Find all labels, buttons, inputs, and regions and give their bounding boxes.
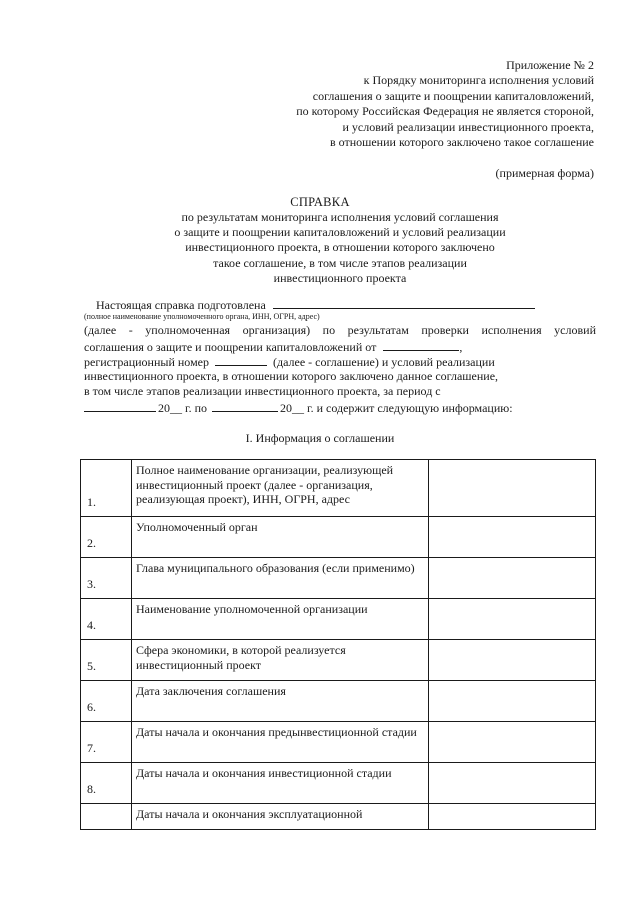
intro-text: (далее - соглашение) и условий реализации bbox=[273, 354, 495, 369]
registration-number-blank bbox=[215, 354, 267, 366]
row-label: Даты начала и окончания эксплуатационной bbox=[132, 804, 429, 830]
row-label: Сфера экономики, в которой реализуется инвестиционный проект bbox=[132, 640, 429, 681]
authority-hint: (полное наименование уполномоченного органа, ИНН, ОГРН, адрес) bbox=[84, 312, 320, 322]
row-label: Глава муниципального образования (если применимо) bbox=[132, 558, 429, 599]
intro-line-5: инвестиционного проекта, в отношении которого заключено данное соглашение, bbox=[84, 369, 499, 384]
appendix-header bbox=[194, 58, 594, 150]
row-label: Даты начала и окончания предынвестиционной стадии bbox=[132, 722, 429, 763]
table-row bbox=[81, 460, 596, 517]
row-value bbox=[429, 804, 596, 830]
row-label: Даты начала и окончания инвестиционной стадии bbox=[132, 763, 429, 804]
row-number: 1. bbox=[81, 460, 132, 517]
document-subtitle bbox=[150, 210, 530, 286]
intro-line-4 bbox=[84, 354, 596, 369]
table-row bbox=[81, 640, 596, 681]
intro-text: 20__ г. по bbox=[158, 400, 207, 415]
subtitle-line: по результатам мониторинга исполнения условий соглашения bbox=[181, 210, 499, 224]
appendix-line: Приложение № 2 bbox=[506, 58, 594, 72]
table-row bbox=[81, 763, 596, 804]
row-value bbox=[429, 640, 596, 681]
agreement-info-table bbox=[80, 459, 596, 830]
intro-line-7 bbox=[84, 400, 596, 415]
row-label: Дата заключения соглашения bbox=[132, 681, 429, 722]
row-value bbox=[429, 517, 596, 558]
form-note: (примерная форма) bbox=[495, 166, 594, 180]
subtitle-line: инвестиционного проекта bbox=[273, 270, 407, 285]
row-number: 4. bbox=[81, 599, 132, 640]
row-number bbox=[81, 804, 132, 830]
intro-line-3 bbox=[84, 339, 596, 354]
table-row bbox=[81, 722, 596, 763]
table-row bbox=[81, 804, 596, 830]
document-title: СПРАВКА bbox=[290, 195, 350, 209]
row-value bbox=[429, 460, 596, 517]
intro-text: , bbox=[459, 339, 463, 354]
row-number: 5. bbox=[81, 640, 132, 681]
row-label: Полное наименование организации, реализующей инвестиционный проект (далее - организация, реализующая проект), ИНН, ОГРН, адрес bbox=[132, 460, 429, 517]
row-value bbox=[429, 681, 596, 722]
section-title: I. Информация о соглашении bbox=[245, 431, 395, 445]
row-number: 3. bbox=[81, 558, 132, 599]
period-end-blank bbox=[212, 400, 278, 412]
table-row bbox=[81, 681, 596, 722]
appendix-line: и условий реализации инвестиционного проекта, bbox=[342, 119, 594, 134]
intro-line-2: (далее - уполномоченная организация) по результатам проверки исполнения условий bbox=[84, 323, 596, 338]
subtitle-line: инвестиционного проекта, в отношении которого заключено bbox=[185, 240, 495, 255]
row-number: 2. bbox=[81, 517, 132, 558]
intro-text: регистрационный номер bbox=[84, 354, 209, 369]
subtitle-line: о защите и поощрении капиталовложений и условий реализации bbox=[174, 225, 506, 240]
row-number: 7. bbox=[81, 722, 132, 763]
appendix-line: в отношении которого заключено такое соглашение bbox=[329, 135, 594, 150]
row-number: 8. bbox=[81, 763, 132, 804]
intro-text: 20__ г. и содержит следующую информацию: bbox=[280, 400, 513, 415]
intro-line-6: в том числе этапов реализации инвестиционного проекта, за период с bbox=[84, 384, 441, 399]
subtitle-line: такое соглашение, в том числе этапов реализации bbox=[213, 255, 467, 270]
table-row bbox=[81, 558, 596, 599]
row-label: Уполномоченный орган bbox=[132, 517, 429, 558]
period-start-blank bbox=[84, 400, 156, 412]
row-value bbox=[429, 558, 596, 599]
intro-line-1 bbox=[84, 297, 596, 312]
authority-name-blank bbox=[273, 297, 535, 309]
appendix-line: к Порядку мониторинга исполнения условий bbox=[363, 73, 594, 88]
intro-text: Настоящая справка подготовлена bbox=[96, 298, 266, 312]
row-label: Наименование уполномоченной организации bbox=[132, 599, 429, 640]
table-row bbox=[81, 599, 596, 640]
appendix-line: соглашения о защите и поощрении капиталовложений, bbox=[312, 88, 594, 103]
row-value bbox=[429, 599, 596, 640]
row-value bbox=[429, 722, 596, 763]
intro-paragraph bbox=[84, 297, 596, 415]
agreement-date-blank bbox=[383, 339, 459, 351]
intro-text: соглашения о защите и поощрении капиталовложений от bbox=[84, 339, 377, 354]
appendix-line: по которому Российская Федерация не является стороной, bbox=[296, 104, 594, 119]
table-row bbox=[81, 517, 596, 558]
row-number: 6. bbox=[81, 681, 132, 722]
row-value bbox=[429, 763, 596, 804]
